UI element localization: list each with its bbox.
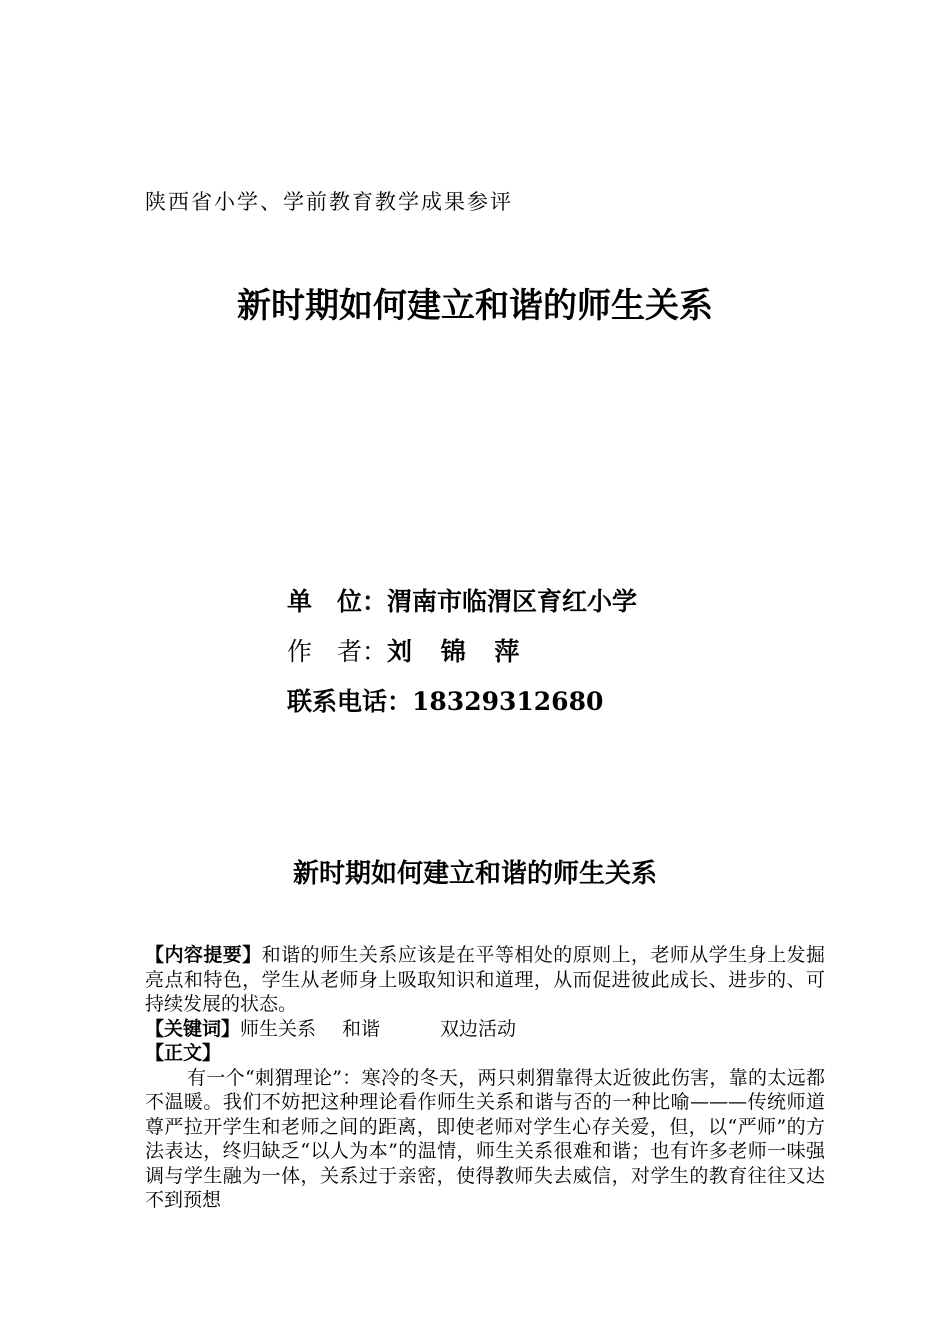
- cover-title: 新时期如何建立和谐的师生关系: [237, 286, 713, 326]
- author-value: 刘 锦 萍: [387, 637, 530, 666]
- keywords-label: 【关键词】: [145, 1017, 241, 1040]
- keywords-paragraph: [145, 1017, 825, 1042]
- author-row: [287, 632, 529, 668]
- unit-row: [287, 582, 637, 618]
- phone-label: 联系电话：: [287, 687, 413, 716]
- body-label: 【正文】: [145, 1042, 222, 1064]
- body-label-paragraph: [145, 1041, 825, 1066]
- keyword-item: 师生关系: [240, 1017, 317, 1040]
- header-line: 陕西省小学、学前教育教学成果参评: [145, 190, 513, 214]
- unit-label: 单 位：: [287, 587, 388, 616]
- article-body: [145, 943, 825, 1213]
- body-paragraph: 有一个“刺猬理论”：寒冷的冬天，两只刺猬靠得太近彼此伤害，靠的太远都不温暖。我们不妨把这种理论看作师生关系和谐与否的一种比喻———传统师道尊严拉开学生和老师之间的距离，即使老师对学生心存关爱，但，以“严师”的方法表达，终归缺乏“以人为本”的温情，师生关系很难和谐；也有许多老师一味强调与学生融为一体，关系过于亲密，使得教师失去威信，对学生的教育往往又达不到预想: [145, 1066, 825, 1211]
- summary-paragraph: [145, 943, 825, 1017]
- article-title: 新时期如何建立和谐的师生关系: [292, 859, 657, 889]
- summary-label: 【内容提要】: [145, 944, 262, 966]
- phone-row: [287, 682, 603, 718]
- unit-value: 渭南市临渭区育红小学: [387, 587, 638, 616]
- author-label: 作 者：: [287, 637, 388, 666]
- keyword-item: 双边活动: [440, 1017, 517, 1040]
- phone-value: 18329312680: [412, 687, 604, 716]
- keyword-item: 和谐: [342, 1017, 381, 1040]
- summary-text: 和谐的师生关系应该是在平等相处的原则上，老师从学生身上发掘亮点和特色，学生从老师身上吸取知识和道理，从而促进彼此成长、进步的、可持续发展的状态。: [145, 944, 825, 1015]
